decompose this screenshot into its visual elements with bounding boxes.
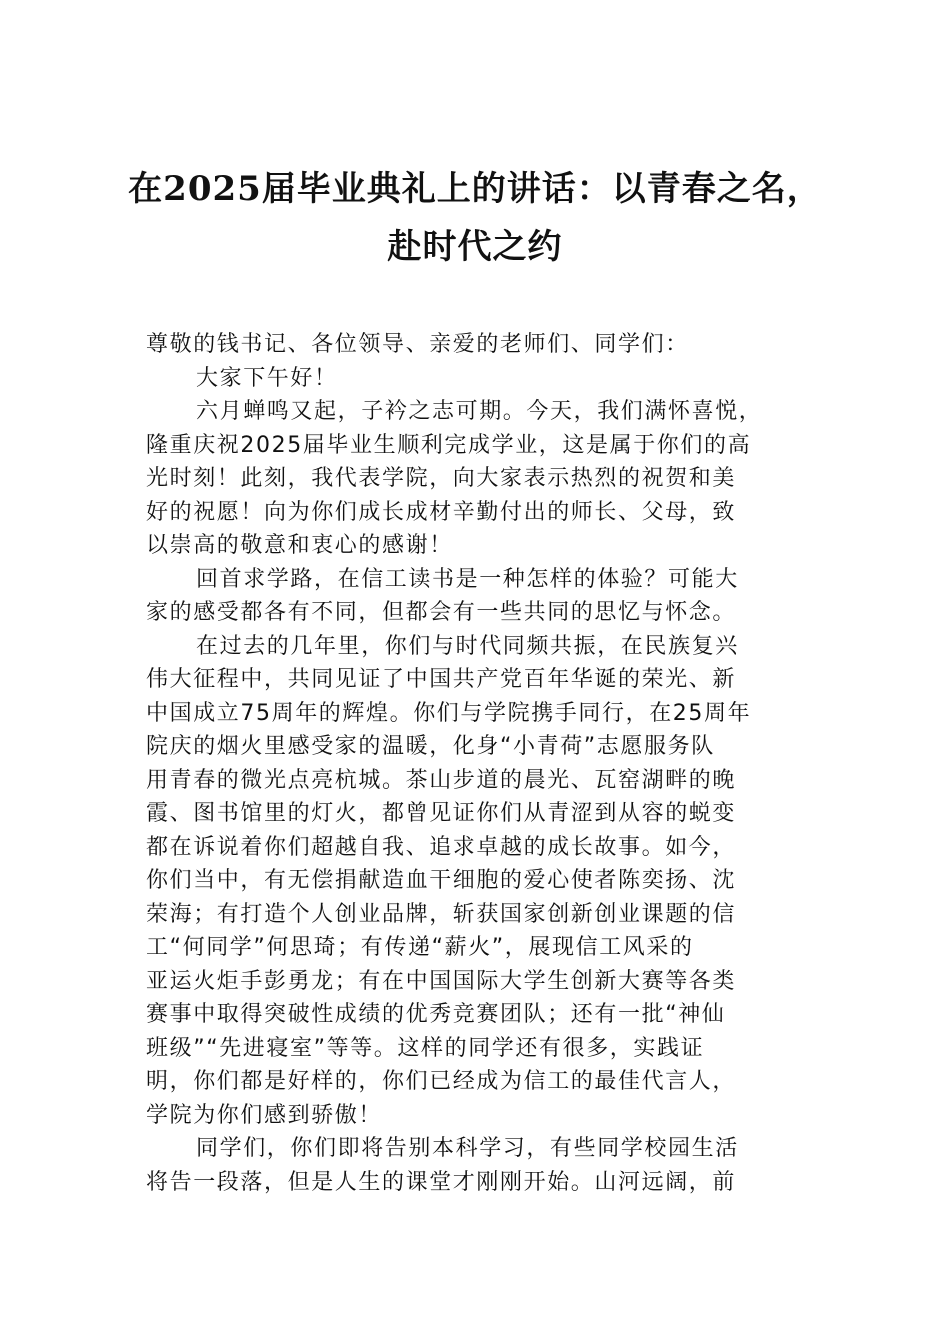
body-text-line: 隆重庆祝2025届毕业生顺利完成学业，这是属于你们的高 — [146, 432, 752, 458]
body-text-line: 用青春的微光点亮杭城。茶山步道的晨光、瓦窑湖畔的晚 — [146, 767, 737, 793]
body-text-line: 都在诉说着你们超越自我、追求卓越的成长故事。如今， — [146, 834, 737, 860]
body-text-line: 光时刻！此刻，我代表学院，向大家表示热烈的祝贺和美 — [146, 466, 737, 491]
body-text-line: 伟大征程中，共同见证了中国共产党百年华诞的荣光、新 — [146, 667, 737, 692]
title-line-1: 在2025届毕业典礼上的讲话：以青春之名， — [128, 169, 822, 209]
body-text-line: 回首求学路，在信工读书是一种怎样的体验？可能大 — [196, 566, 739, 592]
body-text-line: 同学们，你们即将告别本科学习，有些同学校园生活 — [196, 1136, 739, 1161]
salutation: 尊敬的钱书记、各位领导、亲爱的老师们、同学们： — [146, 332, 689, 357]
body-text-line: 霞、图书馆里的灯火，都曾见证你们从青涩到从容的蜕变 — [146, 801, 737, 826]
body-text-line: 院庆的烟火里感受家的温暖，化身“小青荷”志愿服务队 — [146, 734, 715, 759]
title-line-2: 赴时代之约 — [387, 227, 563, 267]
body-text-line: 将告一段落，但是人生的课堂才刚刚开始。山河远阔，前 — [146, 1169, 737, 1195]
body-text-line: 六月蝉鸣又起，子衿之志可期。今天，我们满怀喜悦， — [196, 399, 763, 424]
body-text-line: 明，你们都是好样的，你们已经成为信工的最佳代言人， — [146, 1069, 737, 1094]
body-text-line: 你们当中，有无偿捐献造血干细胞的爱心使者陈奕扬、沈 — [146, 868, 737, 893]
body-text-line: 工“何同学”何思琦；有传递“薪火”，展现信工风采的 — [146, 935, 694, 960]
body-text-line: 班级”“先进寝室”等等。这样的同学还有很多，实践证 — [146, 1035, 705, 1061]
body-text-line: 家的感受都各有不同，但都会有一些共同的思忆与怀念。 — [146, 600, 737, 625]
body-text-line: 学院为你们感到骄傲！ — [146, 1102, 383, 1128]
document-body — [146, 328, 808, 1199]
body-text-line: 赛事中取得突破性成绩的优秀竞赛团队；还有一批“神仙 — [146, 1002, 726, 1027]
body-text-line: 中国成立75周年的辉煌。你们与学院携手同行，在25周年 — [146, 700, 752, 726]
body-text-line: 在过去的几年里，你们与时代同频共振，在民族复兴 — [196, 633, 739, 659]
greeting: 大家下午好！ — [196, 365, 338, 391]
body-text-line: 以崇高的敬意和衷心的感谢！ — [146, 533, 453, 558]
body-text-line: 好的祝愿！向为你们成长成材辛勤付出的师长、父母，致 — [146, 499, 737, 525]
body-text-line: 荣海；有打造个人创业品牌，斩获国家创新创业课题的信 — [146, 901, 737, 927]
document-title — [0, 160, 950, 276]
body-text-line: 亚运火炬手彭勇龙；有在中国国际大学生创新大赛等各类 — [146, 968, 737, 994]
